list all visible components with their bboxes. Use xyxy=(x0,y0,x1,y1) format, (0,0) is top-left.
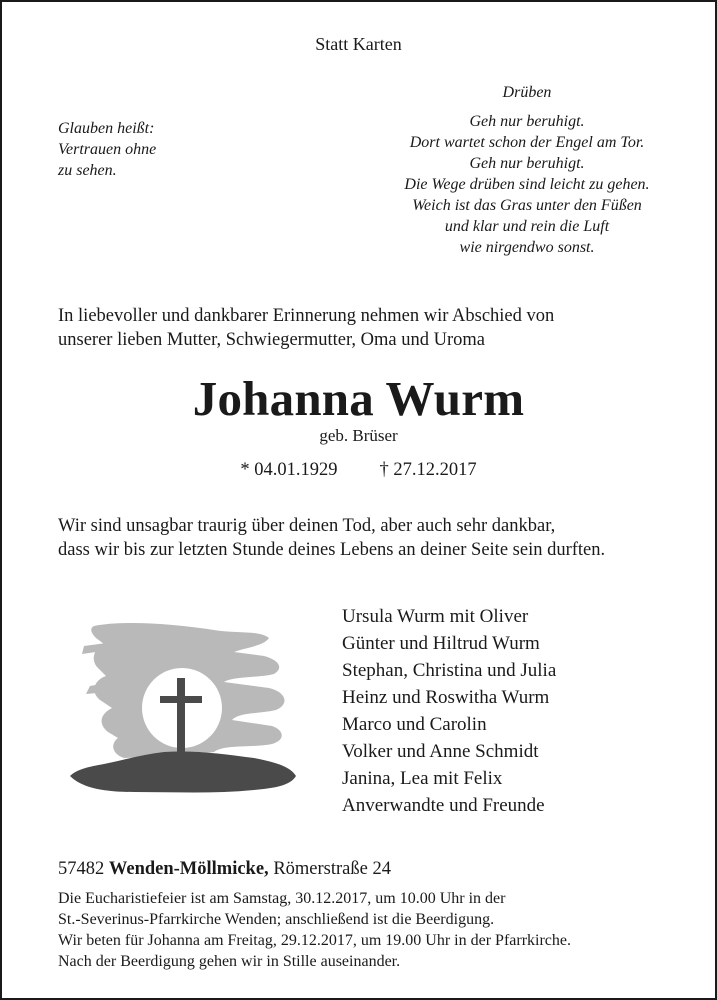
mourner-entry: Janina, Lea mit Felix xyxy=(342,768,503,789)
poem-line: Weich ist das Gras unter den Füßen xyxy=(412,197,642,214)
death-date: † 27.12.2017 xyxy=(379,460,477,480)
mourner-entry: Anverwandte und Freunde xyxy=(342,795,545,816)
poem-line: Die Wege drüben sind leicht zu gehen. xyxy=(404,176,650,193)
poem-line: Geh nur beruhigt. xyxy=(469,113,585,130)
poem-druben xyxy=(332,82,717,258)
intro-line: In liebevoller und dankbarer Erinnerung nehmen wir Abschied von xyxy=(58,306,555,326)
poem-line: wie nirgendwo sonst. xyxy=(459,239,595,256)
life-dates xyxy=(2,460,715,481)
note-line: Nach der Beerdigung gehen wir in Stille auseinander. xyxy=(58,953,401,970)
note-line: St.-Severinus-Pfarrkirche Wenden; anschließend ist die Beerdigung. xyxy=(58,911,495,928)
address-town: Wenden-Möllmicke, xyxy=(108,859,269,879)
mourner-entry: Marco und Carolin xyxy=(342,714,487,735)
mourner-entry: Heinz und Roswitha Wurm xyxy=(342,687,550,708)
poem-line: Geh nur beruhigt. xyxy=(469,155,585,172)
poem-title: Drüben xyxy=(502,84,552,101)
family-address xyxy=(58,859,391,880)
mourner-entry: Ursula Wurm mit Oliver xyxy=(342,606,529,627)
sorrow-line: Wir sind unsagbar traurig über deinen Tod, aber auch sehr dankbar, xyxy=(58,516,556,536)
address-zip: 57482 xyxy=(58,859,105,879)
birth-date: * 04.01.1929 xyxy=(240,460,338,480)
note-line: Wir beten für Johanna am Freitag, 29.12.2017, um 19.00 Uhr in der Pfarrkirche. xyxy=(58,932,571,949)
verse-left xyxy=(58,118,156,181)
mourner-entry: Günter und Hiltrud Wurm xyxy=(342,633,540,654)
sorrow-line: dass wir bis zur letzten Stunde deines Lebens an deiner Seite sein durften. xyxy=(58,540,606,560)
header-statt-karten: Statt Karten xyxy=(315,34,402,54)
intro-line: unserer lieben Mutter, Schwiegermutter, Oma und Uroma xyxy=(58,330,485,350)
intro-text xyxy=(58,304,678,352)
mourners-list xyxy=(342,603,556,819)
poem-line: Dort wartet schon der Engel am Tor. xyxy=(409,134,645,151)
service-notes xyxy=(58,888,688,972)
verse-left-line: Vertrauen ohne xyxy=(58,141,157,158)
verse-left-line: zu sehen. xyxy=(58,162,117,179)
sorrow-text xyxy=(58,514,688,562)
maiden-name: geb. Brüser xyxy=(319,426,398,445)
mourner-entry: Volker und Anne Schmidt xyxy=(342,741,539,762)
poem-line: und klar und rein die Luft xyxy=(444,218,610,235)
mourner-entry: Stephan, Christina und Julia xyxy=(342,660,557,681)
deceased-name: Johanna Wurm xyxy=(192,371,525,426)
note-line: Die Eucharistiefeier ist am Samstag, 30.12.2017, um 10.00 Uhr in der xyxy=(58,890,506,907)
cross-on-hill-icon xyxy=(64,616,300,804)
verse-left-line: Glauben heißt: xyxy=(58,120,155,137)
address-street: Römerstraße 24 xyxy=(273,859,391,879)
